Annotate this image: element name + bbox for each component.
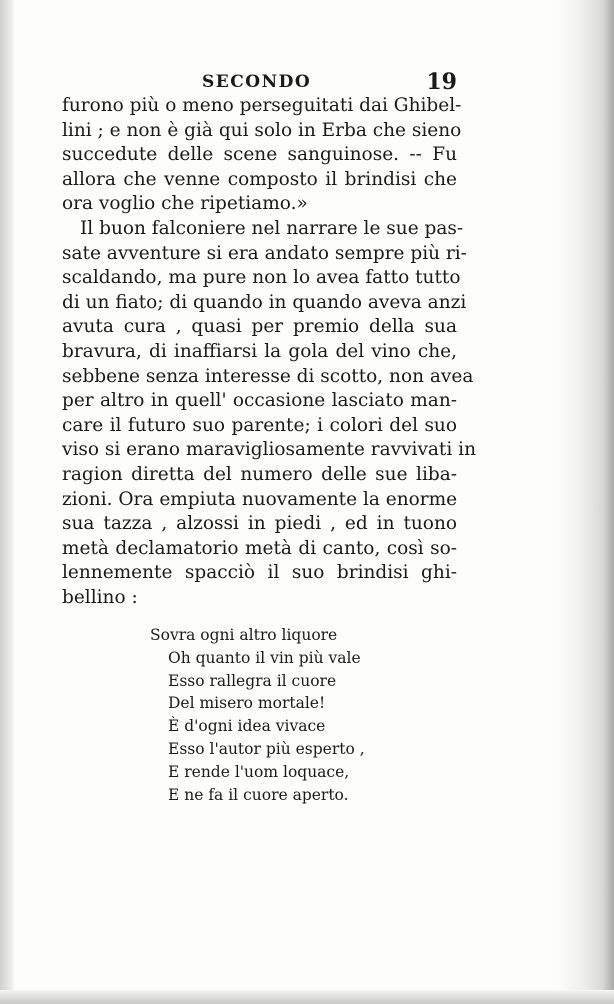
text-line: furono più o meno perseguitati dai Ghibel- bbox=[62, 95, 462, 116]
text-line: lennemente spacciò il suo brindisi ghi- bbox=[62, 562, 457, 584]
page-left-edge-shadow bbox=[0, 0, 14, 1004]
poem-stanza bbox=[150, 624, 400, 806]
page-right-edge-shadow bbox=[556, 0, 614, 1004]
text-line: Il buon falconiere nel narrare le sue pas- bbox=[80, 217, 464, 239]
chapter-heading: SECONDO bbox=[202, 72, 312, 92]
text-line: care il futuro suo parente; i colori del suo bbox=[62, 414, 457, 436]
text-line: scaldando, ma pure non lo avea fatto tutto bbox=[62, 267, 461, 289]
text-line: sua tazza , alzossi in piedi , ed in tuono bbox=[62, 513, 457, 535]
text-line: per altro in quell' occasione lasciato man- bbox=[62, 390, 457, 412]
prose-text bbox=[62, 94, 476, 610]
verse-line: Sovra ogni altro liquore bbox=[150, 626, 338, 644]
text-line: viso si erano maravigliosamente ravvivati in bbox=[62, 439, 476, 461]
verse-line: È d'ogni idea vivace bbox=[168, 717, 326, 736]
text-line: metà declamatorio metà di canto, così so- bbox=[62, 537, 457, 559]
verse-line: E ne fa il cuore aperto. bbox=[168, 785, 349, 804]
page-bottom-edge-shadow bbox=[0, 990, 614, 1004]
verse-line: Esso l'autor più esperto , bbox=[168, 739, 365, 758]
text-line: lini ; e non è già qui solo in Erba che sieno bbox=[62, 119, 462, 141]
text-line: avuta cura , quasi per premio della sua bbox=[62, 316, 457, 338]
text-line: sate avventure si era andato sempre più ri- bbox=[62, 242, 467, 264]
verse-line: E rende l'uom loquace, bbox=[168, 762, 350, 781]
text-line: di un fiato; di quando in quando aveva anzi bbox=[62, 291, 467, 313]
page-number: 19 bbox=[426, 69, 457, 95]
text-line: bravura, di inaffiarsi la gola del vino che, bbox=[62, 340, 457, 362]
text-line: sebbene senza interesse di scotto, non avea bbox=[62, 365, 474, 387]
text-line: bellino : bbox=[62, 586, 138, 608]
text-line: zioni. Ora empiuta nuovamente la enorme bbox=[62, 488, 458, 510]
verse-line: Esso rallegra il cuore bbox=[168, 671, 337, 690]
verse-line: Del misero mortale! bbox=[168, 694, 326, 713]
text-line: ragion diretta del numero delle sue liba- bbox=[62, 463, 457, 485]
text-line: allora che venne composto il brindisi che bbox=[62, 168, 457, 190]
text-line: ora voglio che ripetiamo.» bbox=[62, 193, 308, 215]
text-line: succedute delle scene sanguinose. -- Fu bbox=[62, 144, 457, 166]
verse-line: Oh quanto il vin più vale bbox=[168, 648, 361, 667]
